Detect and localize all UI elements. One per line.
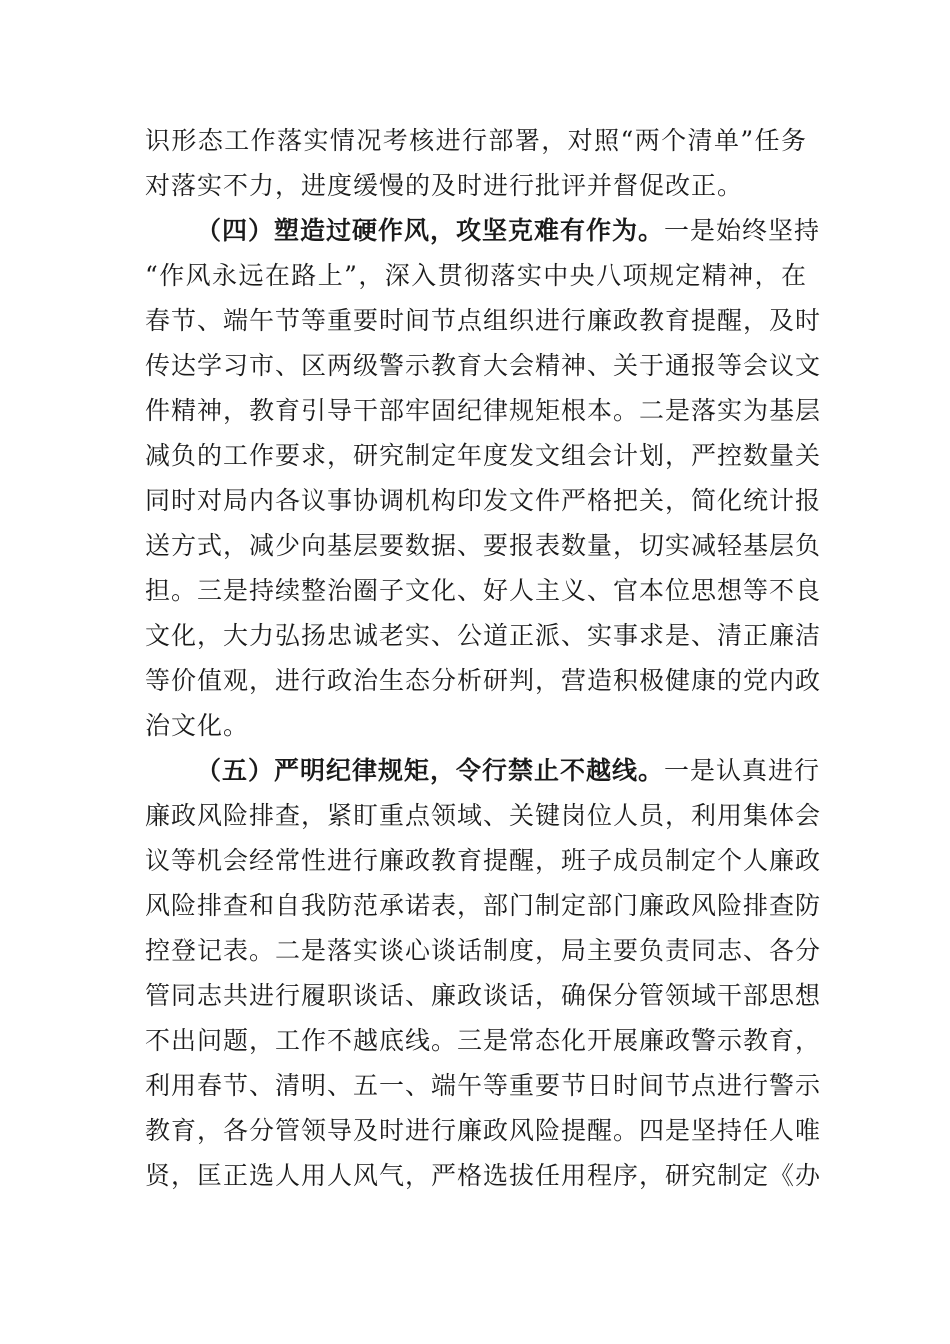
text-line: 廉政风险排查，紧盯重点领域、关键岗位人员，利用集体会 <box>145 801 822 830</box>
section-4-heading: （四）塑造过硬作风，攻坚克难有作为。 <box>196 216 665 245</box>
text-line: 对落实不力，进度缓慢的及时进行批评并督促改正。 <box>145 171 744 200</box>
text-line: 风险排查和自我防范承诺表，部门制定部门廉政风险排查防 <box>145 891 822 920</box>
text-line: 减负的工作要求，研究制定年度发文组会计划，严控数量关 <box>145 441 822 470</box>
section-5-lead: 一是认真进行 <box>664 756 821 785</box>
text-line: 同时对局内各议事协调机构印发文件严格把关，简化统计报 <box>145 486 822 515</box>
text-line: 春节、端午节等重要时间节点组织进行廉政教育提醒，及时 <box>145 306 822 335</box>
section-5-first-line <box>196 751 821 791</box>
text-line: 件精神，教育引导干部牢固纪律规矩根本。二是落实为基层 <box>145 396 822 425</box>
text-line: “作风永远在路上”，深入贯彻落实中央八项规定精神，在 <box>145 261 807 290</box>
text-line: 贤，匡正选人用人风气，严格选拔任用程序，研究制定《办 <box>145 1161 822 1190</box>
text-line: 识形态工作落实情况考核进行部署，对照“两个清单”任务 <box>145 126 807 155</box>
text-line: 利用春节、清明、五一、端午等重要节日时间节点进行警示 <box>145 1071 822 1100</box>
section-5-heading: （五）严明纪律规矩，令行禁止不越线。 <box>196 756 665 785</box>
text-line: 教育，各分管领导及时进行廉政风险提醒。四是坚持任人唯 <box>145 1116 822 1145</box>
text-line: 控登记表。二是落实谈心谈话制度，局主要负责同志、各分 <box>145 936 822 965</box>
section-4-first-line <box>196 211 821 251</box>
text-line: 担。三是持续整治圈子文化、好人主义、官本位思想等不良 <box>145 576 822 605</box>
text-line: 送方式，减少向基层要数据、要报表数量，切实减轻基层负 <box>145 531 822 560</box>
text-line: 文化，大力弘扬忠诚老实、公道正派、实事求是、清正廉洁 <box>145 621 822 650</box>
text-line: 治文化。 <box>145 711 250 740</box>
section-4-lead: 一是始终坚持 <box>664 216 821 245</box>
text-line: 传达学习市、区两级警示教育大会精神、关于通报等会议文 <box>145 351 822 380</box>
text-line: 等价值观，进行政治生态分析研判，营造积极健康的党内政 <box>145 666 822 695</box>
text-line: 议等机会经常性进行廉政教育提醒，班子成员制定个人廉政 <box>145 846 822 875</box>
text-line: 不出问题，工作不越底线。三是常态化开展廉政警示教育， <box>145 1026 822 1055</box>
text-line: 管同志共进行履职谈话、廉政谈话，确保分管领域干部思想 <box>145 981 822 1010</box>
